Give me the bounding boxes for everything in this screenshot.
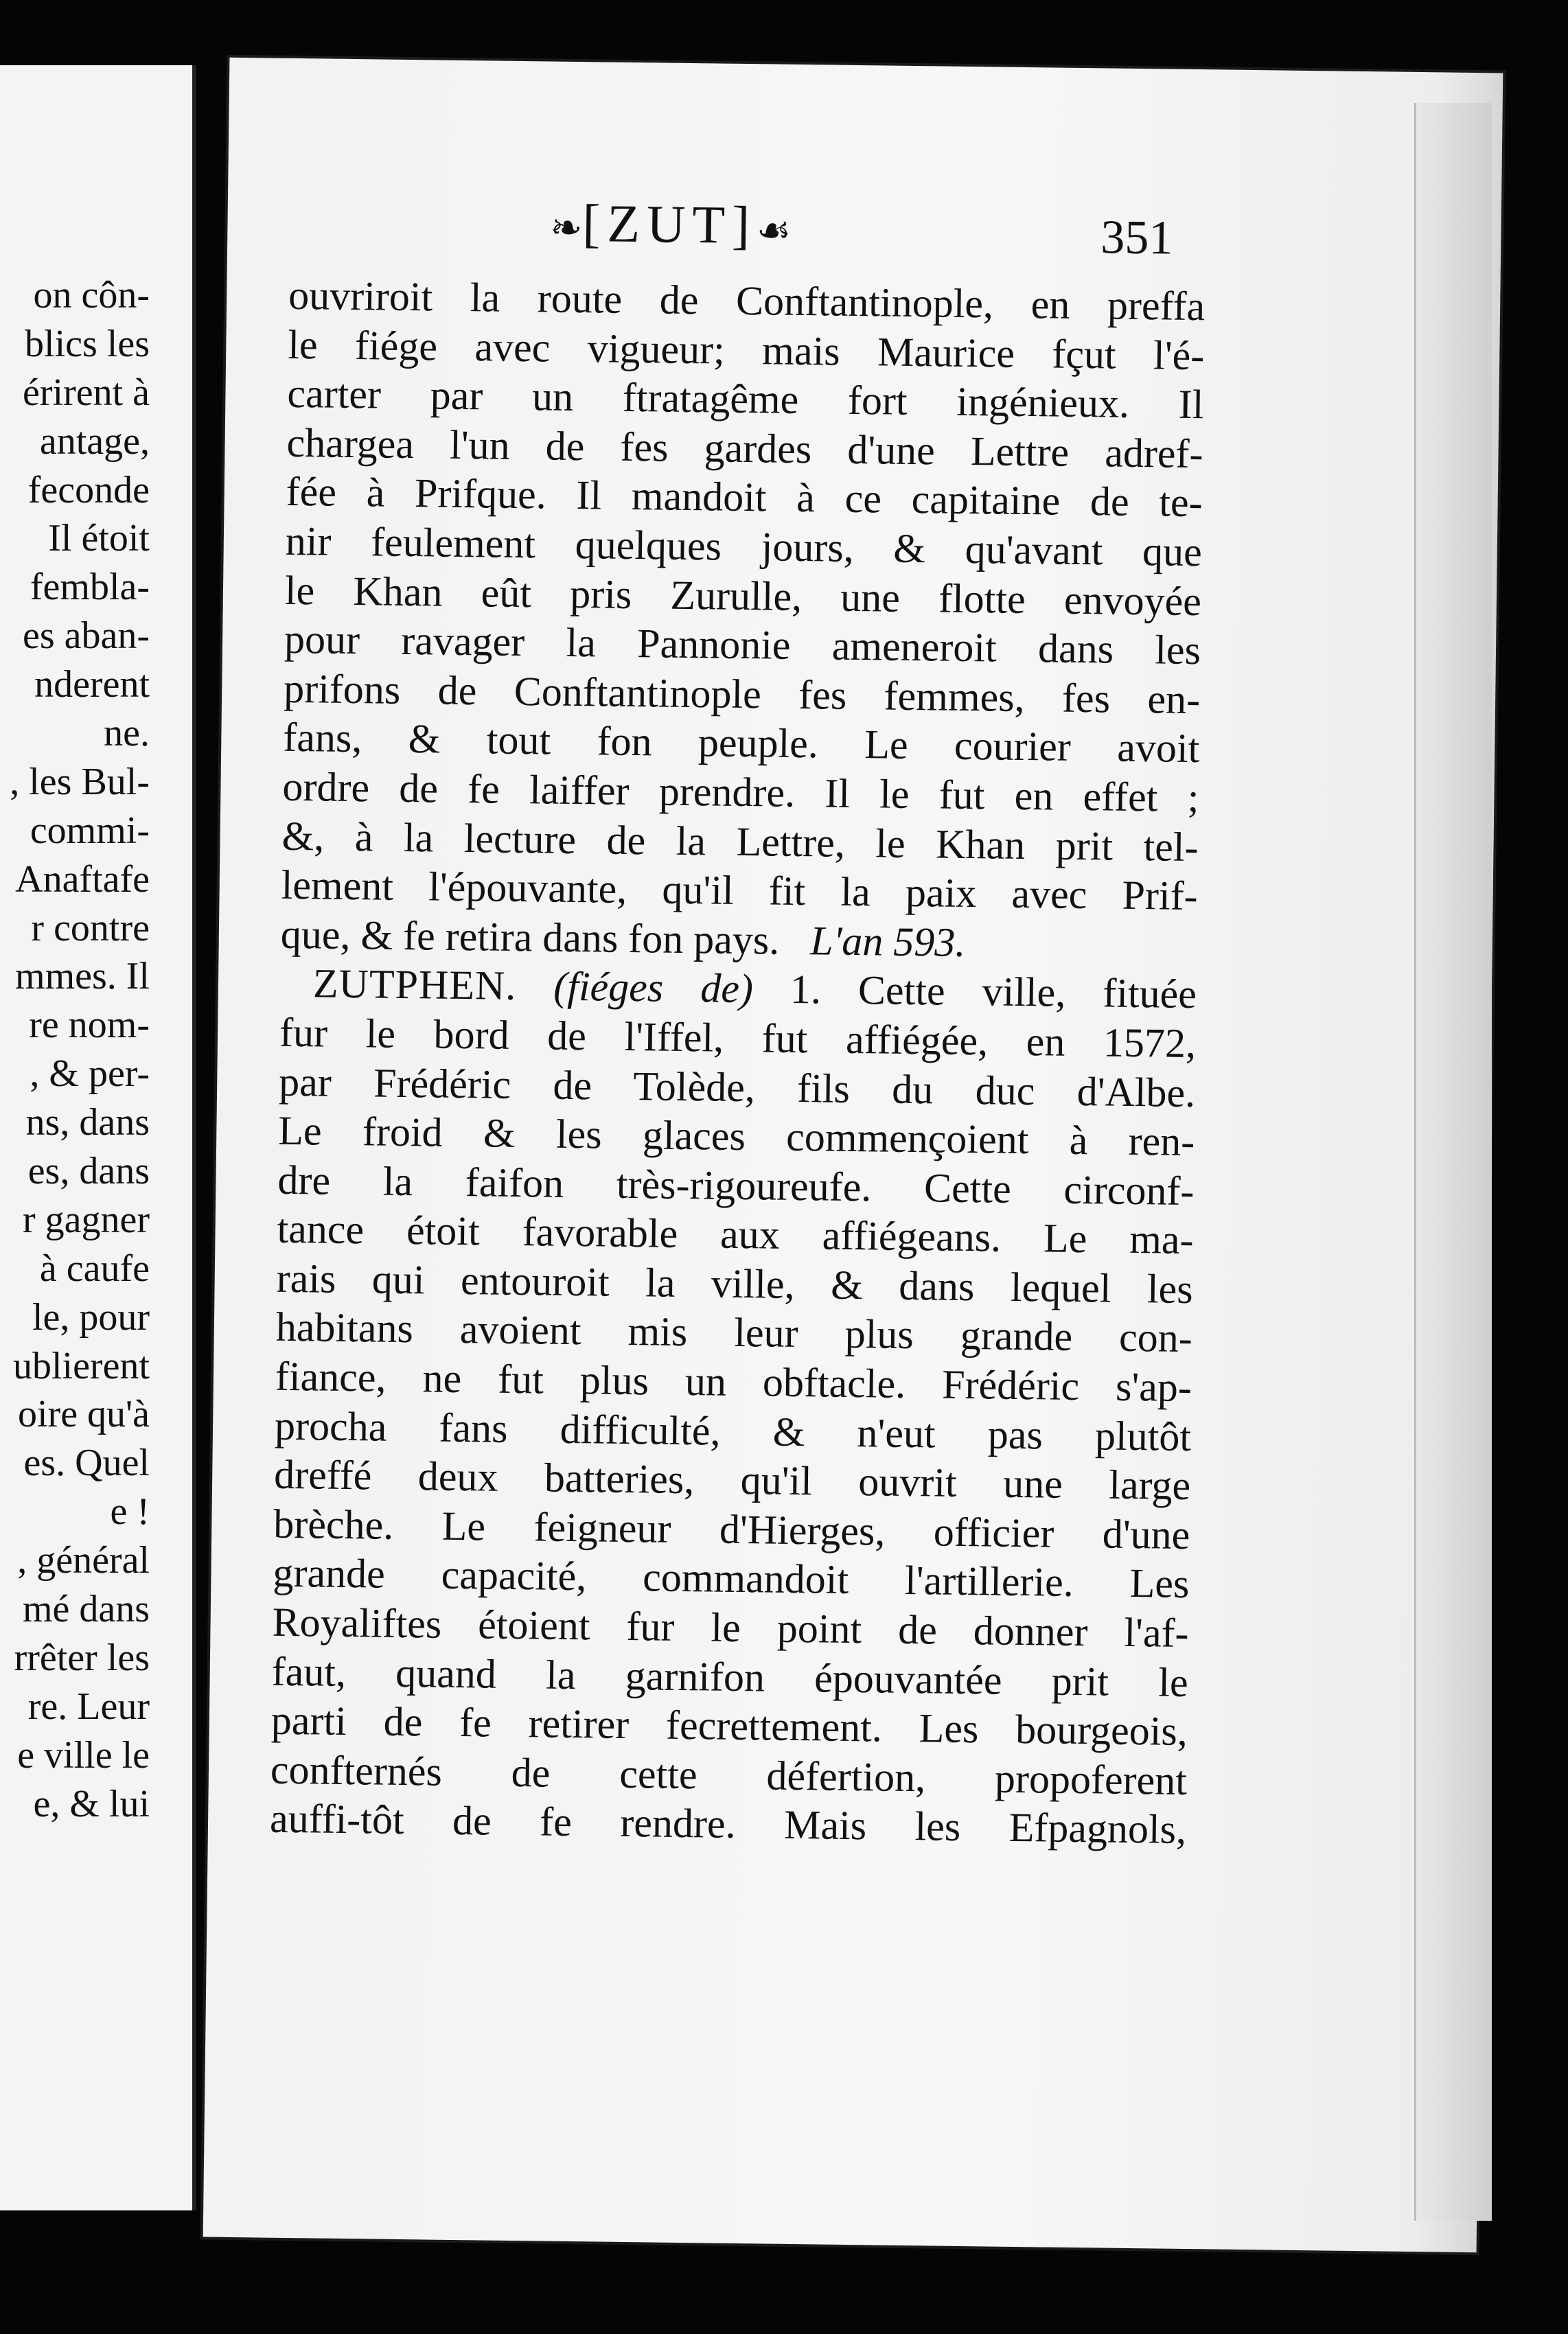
left-page-line-text: es. Quel xyxy=(23,1442,150,1485)
entry-line: parti de fe retirer fecrettement. Les bourgeois, xyxy=(270,1697,1188,1755)
left-page-line-text: érirent à xyxy=(23,371,150,414)
body-line: fée à Prifque. Il mandoit à ce capitaine de te- xyxy=(286,469,1203,526)
body-line: chargea l'un de fes gardes d'une Lettre adref- xyxy=(286,419,1203,476)
left-page-line-text: blics les xyxy=(25,322,150,365)
body-line: ordre de fe laiffer prendre. Il le fut en effet ; xyxy=(282,763,1199,821)
left-page-line xyxy=(0,1001,192,1050)
body-text xyxy=(270,271,1206,1855)
left-page-line xyxy=(0,1098,192,1147)
left-page-line-text: nderent xyxy=(34,663,150,706)
entry-line: procha fans difficulté, & n'eut pas plutôt xyxy=(274,1402,1192,1459)
left-page-line-text: , général xyxy=(17,1539,150,1582)
left-page-line xyxy=(0,417,192,466)
left-page-line xyxy=(0,709,192,758)
entry-line: par Frédéric de Tolède, fils du duc d'Albe. xyxy=(278,1059,1196,1116)
page-edge xyxy=(1414,103,1492,2221)
body-line: le fiége avec vigueur; mais Maurice fçut l'é- xyxy=(287,321,1205,378)
body-line: le Khan eût pris Zurulle, une flotte envoyée xyxy=(284,567,1202,624)
left-page-line xyxy=(0,1488,192,1536)
entry-line: grande capacité, commandoit l'artillerie. Les xyxy=(273,1550,1190,1607)
body-line: nir feulement quelques jours, & qu'avant que xyxy=(285,518,1203,575)
entry-line: fiance, ne fut plus un obftacle. Frédéric s'ap- xyxy=(275,1353,1192,1411)
left-page-line xyxy=(0,1196,192,1245)
left-page-line-text: ne. xyxy=(104,712,150,755)
left-page-line-text: Il étoit xyxy=(48,517,150,560)
running-head xyxy=(550,185,1168,274)
left-page-line-text: r gagner xyxy=(22,1198,150,1241)
entry-line: dre la faifon très-rigoureufe. Cette circonf- xyxy=(277,1157,1195,1214)
left-page-line-text: re nom- xyxy=(29,1004,150,1047)
entry-line: habitans avoient mis leur plus grande con- xyxy=(275,1304,1193,1361)
left-page-line xyxy=(0,563,192,612)
left-page-line-text: ublierent xyxy=(12,1344,150,1387)
left-page-line-text: es, dans xyxy=(27,1150,150,1193)
page-number: 351 xyxy=(1100,211,1173,265)
left-page-line xyxy=(0,660,192,709)
left-page-line-text: rrêter les xyxy=(14,1636,150,1679)
body-line: que, & fe retira dans fon pays. xyxy=(280,911,780,963)
left-page-line xyxy=(0,1634,192,1683)
entry-line: fur le bord de l'Iffel, fut affiégée, en 1572, xyxy=(279,1009,1197,1066)
entry-line: auffi-tôt de fe rendre. Mais les Efpagnols, xyxy=(269,1796,1187,1853)
body-line: prifons de Conftantinople fes femmes, fes en- xyxy=(283,665,1201,722)
left-page-line xyxy=(0,952,192,1001)
left-page-line-text: antage, xyxy=(39,419,150,463)
left-page-line-text: e, & lui xyxy=(33,1782,150,1825)
left-page-line xyxy=(0,758,192,807)
left-page-line xyxy=(0,271,192,320)
entry-line: rais qui entouroit la ville, & dans lequel les xyxy=(276,1255,1194,1312)
left-page-line xyxy=(0,1780,192,1829)
page-header xyxy=(227,181,1501,279)
entry-line: dreffé deux batteries, qu'il ouvrit une large xyxy=(273,1451,1191,1509)
left-page-line-text: Anaftafe xyxy=(15,857,150,901)
left-facing-page xyxy=(0,65,196,2210)
entry-line: Le froid & les glaces commençoient à ren- xyxy=(277,1107,1195,1165)
entry-line: Royaliftes étoient fur le point de donner l'af- xyxy=(272,1599,1189,1656)
left-page-line xyxy=(0,1342,192,1391)
left-page-line-text: fembla- xyxy=(30,566,150,609)
year-note: L'an 593. xyxy=(809,917,966,965)
entry-start: 1. Cette ville, fituée xyxy=(789,967,1197,1017)
body-line: pour ravager la Pannonie ameneroit dans les xyxy=(284,616,1201,673)
body-lines-first-entry xyxy=(281,271,1205,921)
entry-lines xyxy=(270,1008,1197,1855)
left-page-line-text: le, pour xyxy=(32,1295,150,1339)
entry-qualifier: (fiéges de) xyxy=(553,963,754,1012)
body-line: lement l'épouvante, qu'il fit la paix avec Prif- xyxy=(281,862,1199,919)
body-line: fans, & tout fon peuple. Le courier avoit xyxy=(282,715,1200,772)
entry-name: ZUTPHEN. xyxy=(312,960,517,1009)
left-page-line-text: mé dans xyxy=(22,1588,150,1631)
left-page-text xyxy=(0,271,192,1829)
left-page-line-text: commi- xyxy=(30,809,150,852)
left-page-line-text: e ! xyxy=(110,1490,150,1534)
left-page-line xyxy=(0,1147,192,1196)
left-page-line-text: r contre xyxy=(31,906,150,949)
left-page-line xyxy=(0,1585,192,1634)
left-page-line-text: , & per- xyxy=(30,1052,150,1096)
left-page-line xyxy=(0,1245,192,1293)
left-page-line-text: es aban- xyxy=(22,614,150,658)
left-page-line-text: on côn- xyxy=(33,274,150,316)
left-page-line xyxy=(0,466,192,515)
left-page-line-text: oire qu'à xyxy=(17,1393,150,1436)
left-page-line xyxy=(0,369,192,417)
body-line: ouvriroit la route de Conftantinople, en preffa xyxy=(288,272,1206,330)
left-page-line xyxy=(0,1731,192,1780)
left-page-line xyxy=(0,320,192,369)
left-ornament-icon: ❧ xyxy=(550,207,583,251)
left-page-line xyxy=(0,1683,192,1731)
entry-line: confternés de cette défertion, propoferent xyxy=(270,1746,1188,1803)
left-page-line xyxy=(0,904,192,953)
left-page-line xyxy=(0,1050,192,1098)
left-page-line-text: mmes. Il xyxy=(15,955,150,998)
entry-line: faut, quand la garnifon épouvantée prit le xyxy=(271,1648,1189,1705)
left-page-line-text: à caufe xyxy=(39,1247,150,1290)
left-page-line xyxy=(0,1390,192,1439)
left-page-line-text: feconde xyxy=(27,468,150,511)
left-page-line xyxy=(0,612,192,660)
main-page xyxy=(203,58,1503,2252)
entry-line: tance étoit favorable aux affiégeans. Le ma- xyxy=(277,1206,1194,1263)
left-page-line xyxy=(0,855,192,904)
left-page-line-text: , les Bul- xyxy=(10,760,150,803)
body-line: carter par un ftratagême fort ingénieux. Il xyxy=(287,371,1204,428)
left-page-line xyxy=(0,807,192,855)
left-page-line xyxy=(0,1293,192,1342)
left-page-line-text: ns, dans xyxy=(25,1101,150,1144)
running-head-text: [ZUT] xyxy=(581,193,757,255)
right-ornament-icon: ☙ xyxy=(756,209,792,253)
left-page-line-text: re. Leur xyxy=(27,1685,150,1728)
entry-line: brèche. Le feigneur d'Hierges, officier d'une xyxy=(273,1501,1190,1558)
left-page-line xyxy=(0,1536,192,1585)
body-line: &, à la lecture de la Lettre, le Khan prit tel- xyxy=(281,813,1199,870)
left-page-line-text: e ville le xyxy=(17,1733,150,1777)
left-page-line xyxy=(0,1439,192,1488)
left-page-line xyxy=(0,514,192,563)
